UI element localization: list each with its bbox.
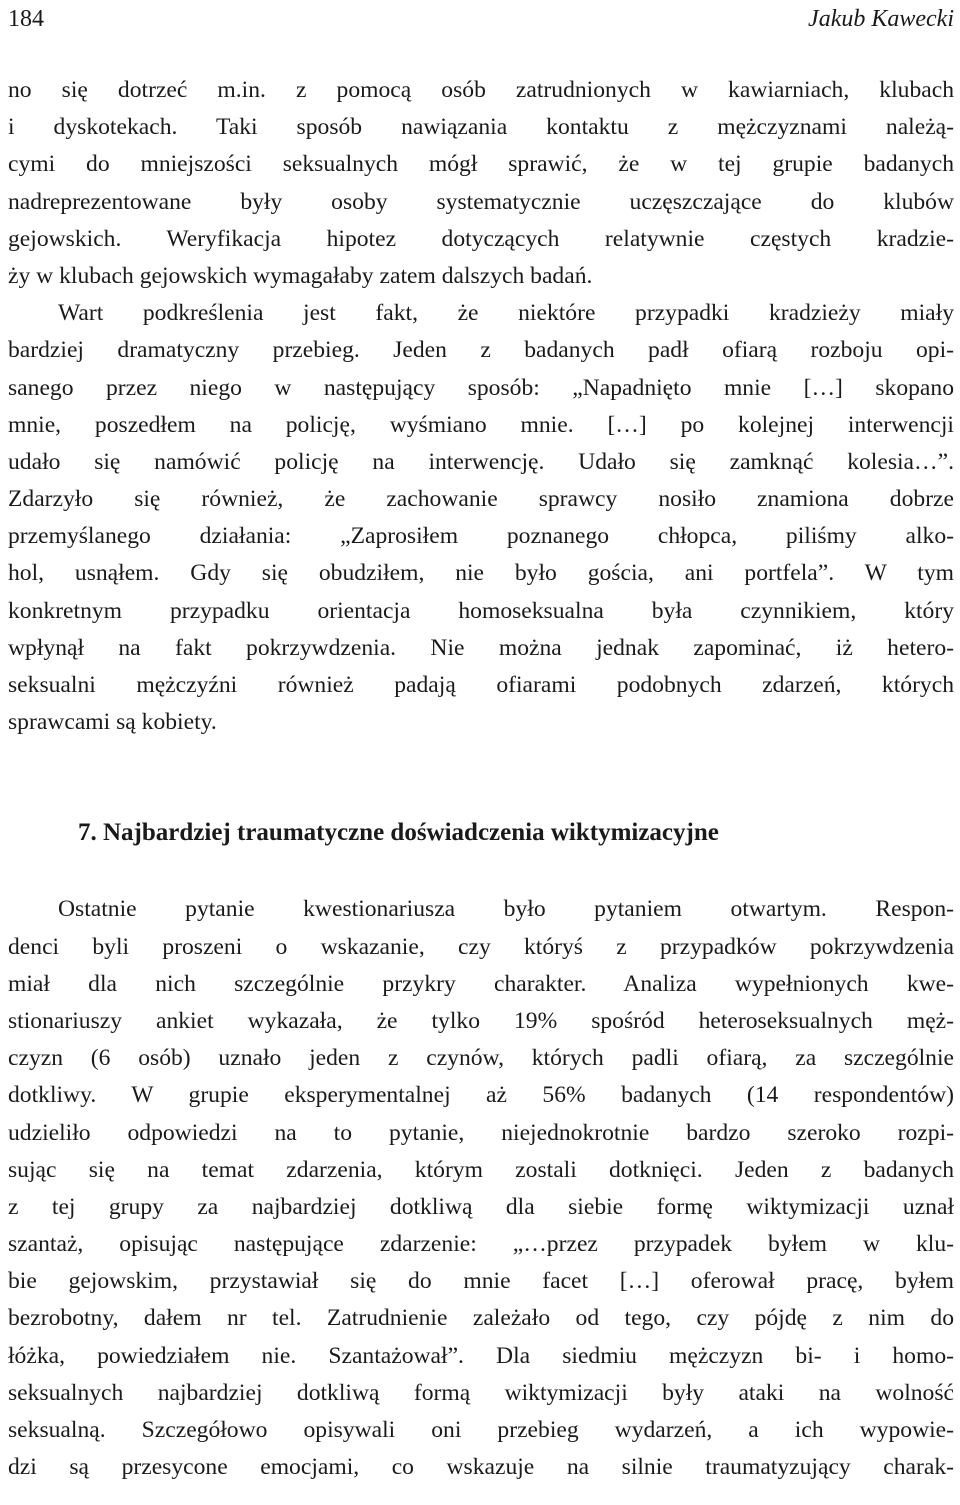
text-line: Wart podkreślenia jest fakt, że niektóre przypadki kradzieży miały: [58, 300, 954, 327]
page-number: 184: [8, 6, 44, 32]
book-page: [8, 0, 954, 1486]
text-line: łóżka, powiedziałem nie. Szantażował”. Dla siedmiu mężczyzn bi- i homo-: [8, 1342, 954, 1369]
text-line: stionariuszy ankiet wykazała, że tylko 19% spośród heteroseksualnych męż-: [8, 1007, 954, 1034]
text-line: szantaż, opisując następujące zdarzenie: „…przez przypadek byłem w klu-: [8, 1231, 954, 1258]
text-line: gejowskich. Weryfikacja hipotez dotyczących relatywnie częstych kradzie-: [8, 225, 954, 252]
text-line: Zdarzyło się również, że zachowanie sprawcy nosiło znamiona dobrze: [8, 486, 954, 513]
text-line: sując się na temat zdarzenia, którym zostali dotknięci. Jeden z badanych: [8, 1156, 954, 1183]
text-line: sanego przez niego w następujący sposób: „Napadnięto mnie […] skopano: [8, 374, 954, 401]
paragraph-traumatic-experiences: [8, 891, 954, 1486]
text-line: z tej grupy za najbardziej dotkliwą dla siebie formę wiktymizacji uznał: [8, 1193, 954, 1220]
text-line: seksualnych najbardziej dotkliwą formą wiktymizacji były ataki na wolność: [8, 1379, 954, 1406]
text-line: dotkliwy. W grupie eksperymentalnej aż 56% badanych (14 respondentów): [8, 1082, 954, 1109]
text-line: sprawcami są kobiety.: [8, 709, 217, 736]
text-line: udało się namówić policję na interwencję. Udało się zamknąć kolesia…”.: [8, 448, 954, 475]
text-line: hol, usnąłem. Gdy się obudziłem, nie było gościa, ani portfela”. W tym: [8, 560, 954, 587]
text-line: cymi do mniejszości seksualnych mógł sprawić, że w tej grupie badanych: [8, 151, 954, 178]
running-header: [8, 0, 954, 40]
text-line: konkretnym przypadku orientacja homoseksualna była czynnikiem, który: [8, 597, 954, 624]
text-line: bie gejowskim, przystawiał się do mnie facet […] oferował pracę, byłem: [8, 1268, 954, 1295]
paragraph-robbery: [8, 295, 954, 741]
text-line: seksualni mężczyźni również padają ofiarami podobnych zdarzeń, których: [8, 672, 954, 698]
text-line: wpłynął na fakt pokrzywdzenia. Nie można jednak zapominać, iż hetero-: [8, 634, 954, 661]
text-line: ży w klubach gejowskich wymagałaby zatem dalszych badań.: [8, 262, 593, 289]
text-line: Ostatnie pytanie kwestionariusza było pytaniem otwartym. Respon-: [58, 896, 954, 923]
text-line: mnie, poszedłem na policję, wyśmiano mnie. […] po kolejnej interwencji: [8, 411, 954, 438]
text-line: bezrobotny, dałem nr tel. Zatrudnienie zależało od tego, czy pójdę z nim do: [8, 1305, 954, 1332]
paragraph-continuation: [8, 72, 954, 295]
text-line: seksualną. Szczegółowo opisywali oni przebieg wydarzeń, a ich wypowie-: [8, 1417, 954, 1443]
text-line: bardziej dramatyczny przebieg. Jeden z badanych padł ofiarą rozboju opi-: [8, 337, 954, 364]
text-line: dzi są przesycone emocjami, co wskazuje na silnie traumatyzujący charak-: [8, 1454, 954, 1481]
text-line: miał dla nich szczególnie przykry charakter. Analiza wypełnionych kwe-: [8, 970, 954, 997]
running-author: Jakub Kawecki: [808, 6, 954, 32]
text-line: no się dotrzeć m.in. z pomocą osób zatrudnionych w kawiarniach, klubach: [8, 77, 954, 103]
text-line: nadreprezentowane były osoby systematycznie uczęszczające do klubów: [8, 188, 954, 215]
text-line: i dyskotekach. Taki sposób nawiązania kontaktu z mężczyznami należą-: [8, 114, 954, 141]
text-line: denci byli proszeni o wskazanie, czy któryś z przypadków pokrzywdzenia: [8, 933, 954, 960]
text-line: przemyślanego działania: „Zaprosiłem poznanego chłopca, piliśmy alko-: [8, 523, 954, 550]
section-heading: 7. Najbardziej traumatyczne doświadczenia wiktymizacyjne: [78, 819, 719, 847]
text-line: czyzn (6 osób) uznało jeden z czynów, których padli ofiarą, za szczególnie: [8, 1045, 954, 1072]
text-line: udzieliło odpowiedzi na to pytanie, niejednokrotnie bardzo szeroko rozpi-: [8, 1119, 954, 1146]
